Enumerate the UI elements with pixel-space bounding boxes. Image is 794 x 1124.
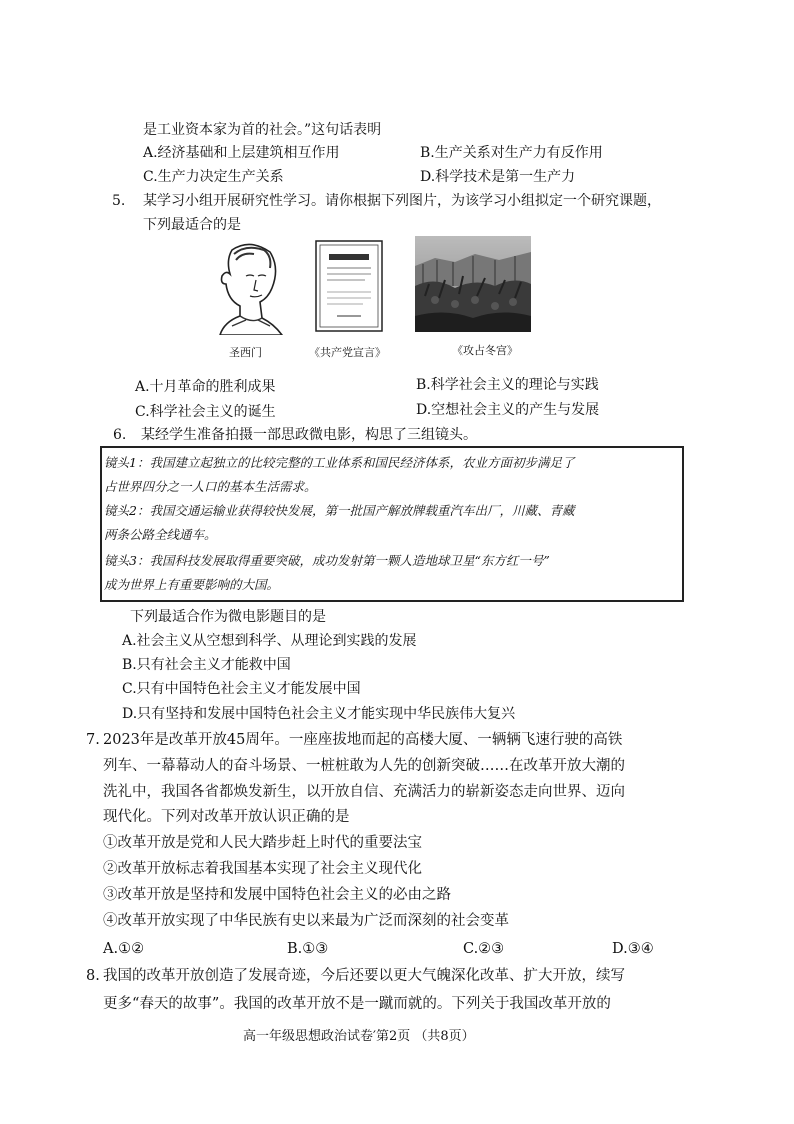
q6-box-line-4: 两条公路全线通车。 <box>104 527 217 542</box>
q7-option-b: B.①③ <box>287 941 329 957</box>
q6-stem: 某经学生准备拍摄一部思政微电影，构思了三组镜头。 <box>141 427 477 443</box>
q6-option-c: C.只有中国特色社会主义才能发展中国 <box>122 681 361 697</box>
q4-stem-tail: 是工业资本家为首的社会。”这句话表明 <box>143 122 382 138</box>
q7-stem-line-1: 2023年是改革开放45周年。一座座拔地而起的高楼大厦、一辆辆飞速行驶的高铁 <box>103 732 623 748</box>
q4-option-b: B.生产关系对生产力有反作用 <box>420 145 603 161</box>
q6-option-d: D.只有坚持和发展中国特色社会主义才能实现中华民族伟大复兴 <box>122 706 516 722</box>
q7-option-c: C.②③ <box>463 941 505 957</box>
saint-simon-portrait-image <box>212 240 287 335</box>
q7-stem-line-3: 洗礼中，我国各省都焕发新生，以开放自信、充满活力的崭新姿态走向世界、迈向 <box>103 784 625 800</box>
q7-stem-line-4: 现代化。下列对改革开放认识正确的是 <box>103 809 350 825</box>
q5-number: 5. <box>112 193 126 209</box>
q5-option-a: A.十月革命的胜利成果 <box>135 379 276 395</box>
q5-stem-line1: 某学习小组开展研究性学习。请你根据下列图片，为该学习小组拟定一个研究课题， <box>143 193 661 209</box>
q5-option-d: D.空想社会主义的产生与发展 <box>416 402 600 418</box>
q6-question: 下列最适合作为微电影题目的是 <box>130 609 326 625</box>
q7-statement-4: ④改革开放实现了中华民族有史以来最为广泛而深刻的社会变革 <box>103 913 509 929</box>
caption-manifesto: 《共产党宣言》 <box>309 346 386 359</box>
q6-option-a: A.社会主义从空想到科学、从理论到实践的发展 <box>122 633 417 649</box>
q7-stem-line-2: 列车、一幕幕动人的奋斗场景、一桩桩敢为人先的创新突破……在改革开放大潮的 <box>103 758 625 774</box>
q6-box-line-2: 占世界四分之一人口的基本生活需求。 <box>104 479 317 494</box>
q8-stem-line-1: 我国的改革开放创造了发展奇迹，今后还要以更大气魄深化改革、扩大开放，续写 <box>103 968 625 984</box>
q7-statement-1: ①改革开放是党和人民大踏步赶上时代的重要法宝 <box>103 835 422 851</box>
q7-statement-3: ③改革开放是坚持和发展中国特色社会主义的必由之路 <box>103 887 451 903</box>
q7-number: 7. <box>86 732 100 748</box>
q6-scene-box <box>100 446 684 602</box>
caption-portrait: 圣西门 <box>229 346 262 359</box>
q6-option-b: B.只有社会主义才能救中国 <box>122 657 291 673</box>
q6-box-line-1: 镜头1：我国建立起独立的比较完整的工业体系和国民经济体系，农业方面初步满足了 <box>104 455 575 470</box>
q4-option-d: D.科学技术是第一生产力 <box>420 169 576 185</box>
page-footer: 高一年级思想政治试卷′第2页 （共8页） <box>243 1029 475 1044</box>
storming-winter-palace-image <box>415 236 531 332</box>
q7-option-d: D.③④ <box>612 941 654 957</box>
q5-option-b: B.科学社会主义的理论与实践 <box>416 377 599 393</box>
q5-stem-line2: 下列最适合的是 <box>143 217 241 233</box>
q7-option-a: A.①② <box>103 941 145 957</box>
q8-stem-line-2: 更多“春天的故事”。我国的改革开放不是一蹴而就的。下列关于我国改革开放的 <box>103 996 611 1012</box>
communist-manifesto-image <box>315 240 383 332</box>
q6-number: 6. <box>113 427 127 443</box>
q7-statement-2: ②改革开放标志着我国基本实现了社会主义现代化 <box>103 861 422 877</box>
q4-option-a: A.经济基础和上层建筑相互作用 <box>143 145 340 161</box>
caption-palace: 《攻占冬宫》 <box>452 344 518 357</box>
q8-number: 8. <box>86 968 100 984</box>
q5-option-c: C.科学社会主义的诞生 <box>135 404 276 420</box>
q6-box-line-3: 镜头2：我国交通运输业获得较快发展，第一批国产解放牌载重汽车出厂，川藏、青藏 <box>104 503 575 518</box>
q6-box-line-6: 成为世界上有重要影响的大国。 <box>104 577 280 592</box>
q6-box-line-5: 镜头3：我国科技发展取得重要突破，成功发射第一颗人造地球卫星“东方红一号” <box>104 553 550 568</box>
q4-option-c: C.生产力决定生产关系 <box>143 169 284 185</box>
